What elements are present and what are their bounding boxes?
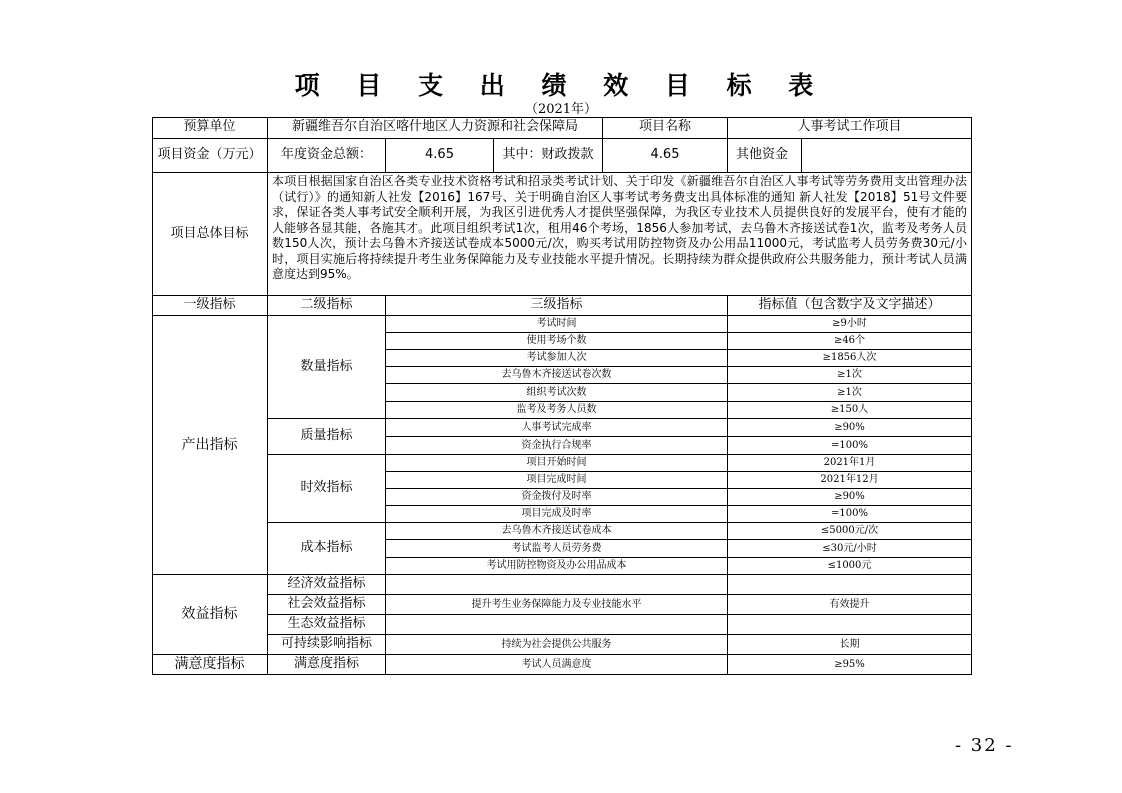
- level2-social: 社会效益指标: [268, 595, 386, 615]
- indicator-name: 持续为社会提供公共服务: [386, 635, 728, 655]
- level2-quantity: 数量指标: [268, 316, 386, 419]
- funds-label: 项目资金（万元）: [152, 139, 268, 173]
- fiscal-funds-value: 4.65: [603, 139, 728, 173]
- indicator-name: 项目完成及时率: [386, 506, 728, 523]
- year-label: （2021年）: [524, 102, 598, 117]
- column-header-level3: 三级指标: [386, 296, 728, 316]
- overall-goal-text: 本项目根据国家自治区各类专业技术资格考试和招录类考试计划、关于印发《新疆维吾尔自治区人事考试等劳务费用支出管理办法（试行）》的通知新人社发【2016】167号、关于明确自治区人事考试考务费支出具体标准的通知 新人社发【2018】51号文件要求，保证各类人事考试安全顺利开展，为我区引进优秀人才提供坚强保障，为我区专业技术人员提供良好的发展平台，使有才能的人能够各显其能，各施其才。此项目组织考试1次，租用46个考场，1856人参加考试，去乌鲁木齐接送试卷1次，监考及考务人员数150人次，预计去乌鲁木齐接送试卷成本5000元/次，购买考试用防控物资及办公用品11000元，考试监考人员劳务费30元/小时，项目实施后将持续提升考生业务保障能力及专业技能水平提升情况。长期持续为群众提供政府公共服务能力，预计考试人员满意度达到95%。: [268, 173, 972, 296]
- indicator-value: ≤30元/小时: [728, 540, 972, 558]
- page-title: 项 目 支 出 绩 效 目 标 表: [294, 71, 828, 100]
- indicator-value: ≤1000元: [728, 558, 972, 575]
- level1-satisfaction: 满意度指标: [152, 655, 268, 675]
- fiscal-funds-label: 其中：财政拨款: [494, 139, 603, 173]
- indicator-value: ≥9小时: [728, 316, 972, 333]
- indicator-name: 去乌鲁木齐接送试卷成本: [386, 523, 728, 540]
- indicator-value: =100%: [728, 506, 972, 523]
- indicator-value: ≤5000元/次: [728, 523, 972, 540]
- indicator-value: 长期: [728, 635, 972, 655]
- indicator-name: 考试参加人次: [386, 350, 728, 367]
- project-name-label: 项目名称: [603, 117, 728, 139]
- level2-sustainable: 可持续影响指标: [268, 635, 386, 655]
- annual-total-value: 4.65: [386, 139, 494, 173]
- level1-output: 产出指标: [152, 316, 268, 575]
- indicator-value: ≥46个: [728, 333, 972, 350]
- column-header-level2: 二级指标: [268, 296, 386, 316]
- indicator-value: ≥1次: [728, 367, 972, 384]
- other-funds-value: [802, 139, 972, 173]
- indicator-name: 监考及考务人员数: [386, 402, 728, 419]
- project-name-value: 人事考试工作项目: [728, 117, 972, 139]
- level1-benefit: 效益指标: [152, 575, 268, 655]
- indicator-value: 2021年1月: [728, 455, 972, 472]
- indicator-name: 人事考试完成率: [386, 419, 728, 437]
- indicator-value: 有效提升: [728, 595, 972, 615]
- column-header-level1: 一级指标: [152, 296, 268, 316]
- indicator-name: [386, 575, 728, 595]
- overall-goal-label: 项目总体目标: [152, 173, 268, 296]
- indicator-name: 考试用防控物资及办公用品成本: [386, 558, 728, 575]
- indicator-value: [728, 615, 972, 635]
- indicator-name: 资金执行合规率: [386, 437, 728, 455]
- page-number: - 32 -: [955, 735, 1014, 756]
- indicator-name: 项目完成时间: [386, 472, 728, 489]
- indicator-value: ≥90%: [728, 419, 972, 437]
- indicator-value: ≥150人: [728, 402, 972, 419]
- indicator-value: ≥1次: [728, 384, 972, 402]
- indicator-name: 项目开始时间: [386, 455, 728, 472]
- indicator-name: [386, 615, 728, 635]
- indicator-name: 组织考试次数: [386, 384, 728, 402]
- other-funds-label: 其他资金: [728, 139, 802, 173]
- indicator-name: 使用考场个数: [386, 333, 728, 350]
- level2-timeliness: 时效指标: [268, 455, 386, 523]
- budget-unit-value: 新疆维吾尔自治区喀什地区人力资源和社会保障局: [268, 117, 603, 139]
- annual-total-label: 年度资金总额：: [268, 139, 386, 173]
- indicator-name: 资金拨付及时率: [386, 489, 728, 506]
- indicator-name: 考试监考人员劳务费: [386, 540, 728, 558]
- level2-quality: 质量指标: [268, 419, 386, 455]
- column-header-value: 指标值（包含数字及文字描述）: [728, 296, 972, 316]
- indicator-value: [728, 575, 972, 595]
- level2-cost: 成本指标: [268, 523, 386, 575]
- indicator-name: 去乌鲁木齐接送试卷次数: [386, 367, 728, 384]
- indicator-value: =100%: [728, 437, 972, 455]
- indicator-value: ≥95%: [728, 655, 972, 675]
- indicator-name: 考试人员满意度: [386, 655, 728, 675]
- level2-satisfaction: 满意度指标: [268, 655, 386, 675]
- indicator-value: ≥90%: [728, 489, 972, 506]
- budget-unit-label: 预算单位: [152, 117, 268, 139]
- level2-ecological: 生态效益指标: [268, 615, 386, 635]
- level2-economic: 经济效益指标: [268, 575, 386, 595]
- indicator-name: 考试时间: [386, 316, 728, 333]
- indicator-value: 2021年12月: [728, 472, 972, 489]
- indicator-value: ≥1856人次: [728, 350, 972, 367]
- indicator-name: 提升考生业务保障能力及专业技能水平: [386, 595, 728, 615]
